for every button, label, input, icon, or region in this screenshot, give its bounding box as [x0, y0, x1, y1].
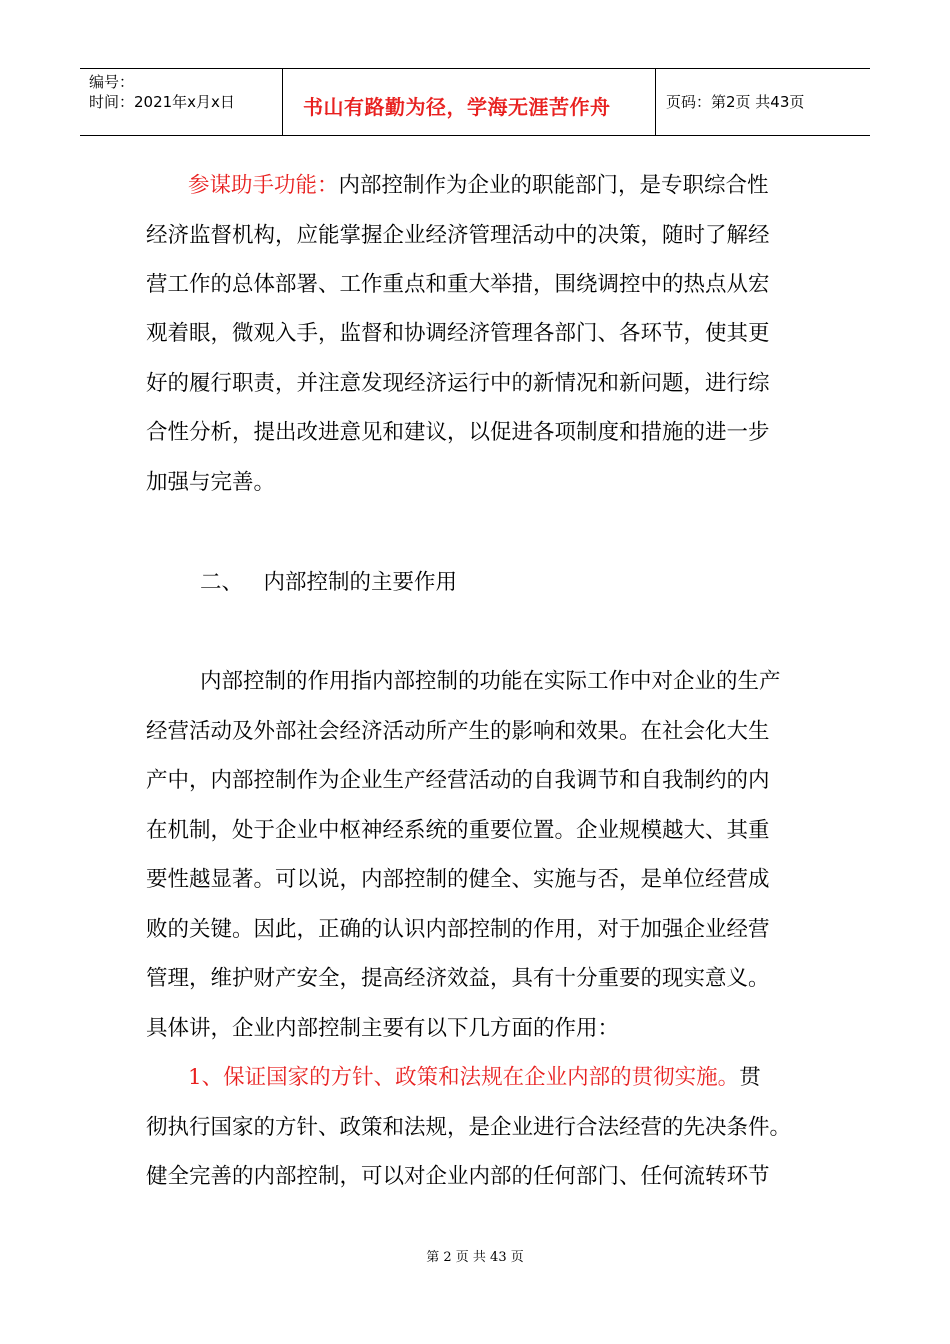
paragraph-line: 败的关键。因此，正确的认识内部控制的作用，对于加强企业经营: [146, 917, 770, 942]
header-left-cell: [80, 69, 282, 135]
paragraph-line: 1、保证国家的方针、政策和法规在企业内部的贯彻实施。贯: [188, 1065, 761, 1090]
paragraph-line: 具体讲，企业内部控制主要有以下几方面的作用：: [146, 1016, 620, 1041]
paragraph-line: 要性越显著。可以说，内部控制的健全、实施与否，是单位经营成: [146, 867, 770, 892]
paragraph-line: 彻执行国家的方针、政策和法规，是企业进行合法经营的先决条件。: [146, 1115, 792, 1140]
paragraph-lead: 1、保证国家的方针、政策和法规在企业内部的贯彻实施。: [188, 1065, 740, 1090]
section-heading: 二、 内部控制的主要作用: [200, 570, 458, 595]
page-footer: 第 2 页 共 43 页: [426, 1250, 524, 1265]
paragraph-line: 经营活动及外部社会经济活动所产生的影响和效果。在社会化大生: [146, 719, 770, 744]
paragraph-line: 观着眼，微观入手，监督和协调经济管理各部门、各环节，使其更: [146, 321, 770, 346]
paragraph-line: 加强与完善。: [146, 470, 276, 495]
paragraph-line: 管理，维护财产安全，提高经济效益，具有十分重要的现实意义。: [146, 966, 770, 991]
page-info: 页码：第2页 共43页: [666, 93, 805, 111]
number-label: 编号：: [89, 73, 135, 91]
paragraph-line: 参谋助手功能：内部控制作为企业的职能部门，是专职综合性: [188, 173, 769, 198]
page-header: [80, 68, 870, 136]
paragraph-line: 健全完善的内部控制，可以对企业内部的任何部门、任何流转环节: [146, 1164, 770, 1189]
paragraph-line: 经济监督机构，应能掌握企业经济管理活动中的决策，随时了解经: [146, 223, 770, 248]
paragraph-line: 产中，内部控制作为企业生产经营活动的自我调节和自我制约的内: [146, 768, 770, 793]
paragraph-line: 合性分析，提出改进意见和建议，以促进各项制度和措施的进一步: [146, 420, 770, 445]
paragraph-line: 好的履行职责，并注意发现经济运行中的新情况和新问题，进行综: [146, 371, 770, 396]
paragraph-lead: 参谋助手功能：: [188, 173, 339, 198]
paragraph-line: 营工作的总体部署、工作重点和重大举措，围绕调控中的热点从宏: [146, 272, 770, 297]
paragraph-line: 在机制，处于企业中枢神经系统的重要位置。企业规模越大、其重: [146, 818, 770, 843]
time-label: 时间：2021年x月x日: [89, 93, 235, 111]
paragraph-line: 内部控制的作用指内部控制的功能在实际工作中对企业的生产: [200, 669, 781, 694]
motto: 书山有路勤为径，学海无涯苦作舟: [303, 95, 611, 119]
header-motto-cell: [282, 69, 656, 135]
